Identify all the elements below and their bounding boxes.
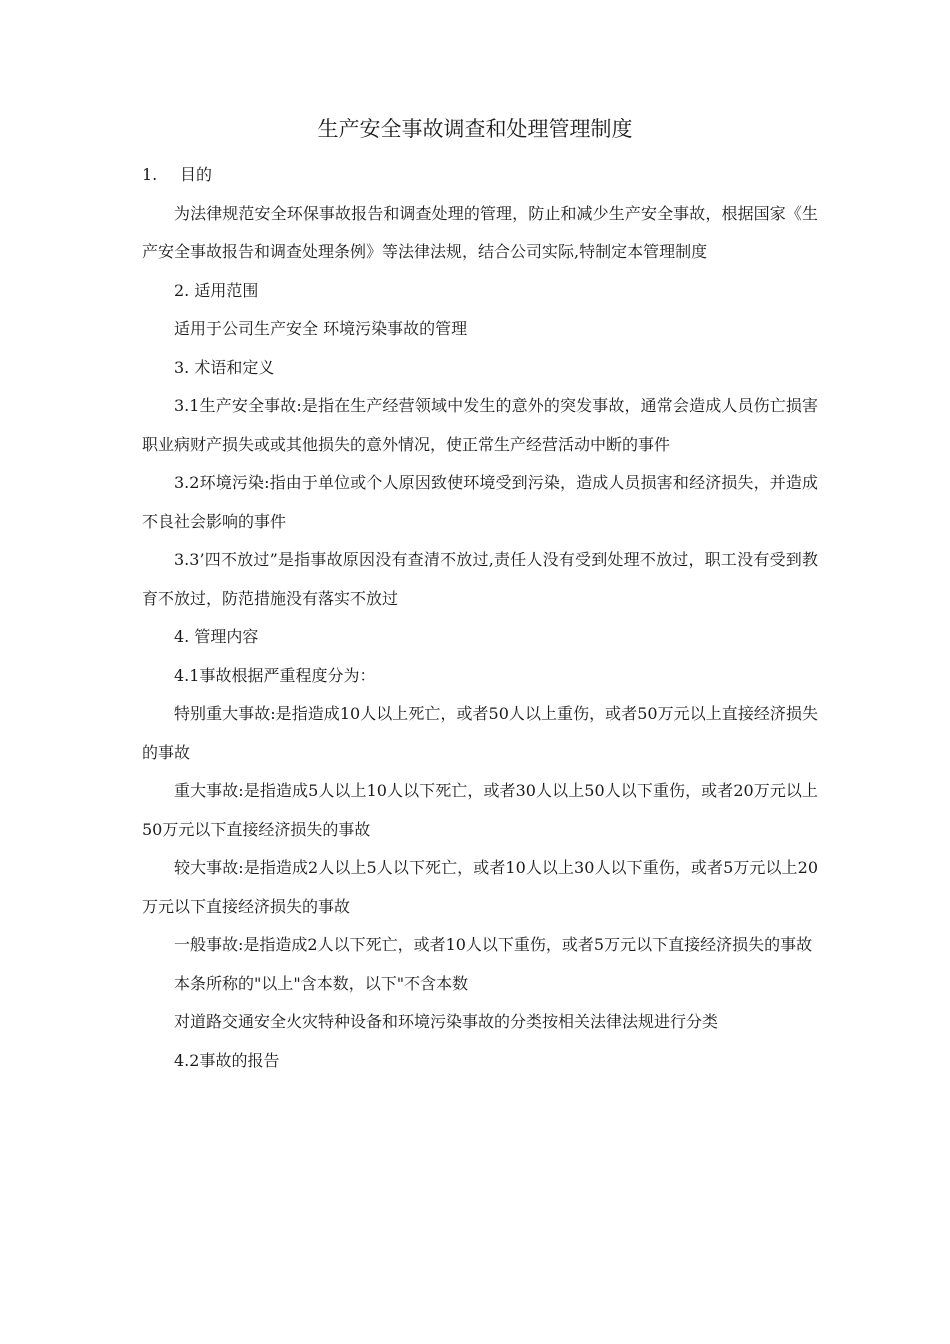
document-body (142, 156, 818, 1080)
paragraph-term-3-1: 3.1生产安全事故:是指在生产经营领域中发生的意外的突发事故，通常会造成人员伤亡损害职业病财产损失或或其他损失的意外情况，使正常生产经营活动中断的事件 (142, 396, 818, 454)
heading-management: 4. 管理内容 (174, 627, 259, 646)
heading-scope: 2. 适用范围 (174, 280, 259, 300)
heading-4-2: 4.2事故的报告 (174, 1050, 280, 1070)
paragraph-purpose: 为法律规范安全环保事故报告和调查处理的管理，防止和减少生产安全事故，根据国家《生产安全事故报告和调查处理条例》等法律法规，结合公司实际,特制定本管理制度 (142, 203, 818, 261)
paragraph-classification: 对道路交通安全火灾特种设备和环境污染事故的分类按相关法律法规进行分类 (174, 1012, 719, 1031)
section-number: 1. (142, 165, 158, 184)
paragraph-term-3-2: 3.2环境污染:指由于单位或个人原因致使环境受到污染，造成人员损害和经济损失，并造成不良社会影响的事件 (142, 473, 818, 531)
section-heading-purpose (142, 156, 818, 195)
heading-terms: 3. 术语和定义 (174, 357, 275, 377)
paragraph-term-3-3: 3.3’四不放过”是指事故原因没有查清不放过,责任人没有受到处理不放过，职工没有受到教育不放过，防范措施没有落实不放过 (142, 550, 818, 608)
paragraph-4-1: 4.1事故根据严重程度分为： (174, 665, 376, 685)
section-heading-text: 目的 (180, 165, 213, 184)
paragraph-major: 重大事故:是指造成5人以上10人以下死亡，或者30人以上50人以下重伤，或者20万元以上50万元以下直接经济损失的事故 (142, 781, 818, 839)
paragraph-general: 一般事故:是指造成2人以下死亡，或者10人以下重伤，或者5万元以下直接经济损失的事故 (174, 935, 813, 954)
paragraph-extremely-major: 特别重大事故:是指造成10人以上死亡，或者50人以上重伤，或者50万元以上直接经济损失的事故 (142, 704, 818, 762)
paragraph-larger: 较大事故:是指造成2人以上5人以下死亡，或者10人以上30人以下重伤，或者5万元以上20万元以下直接经济损失的事故 (142, 858, 818, 916)
paragraph-scope: 适用于公司生产安全 环境污染事故的管理 (174, 319, 468, 338)
paragraph-note: 本条所称的"以上"含本数，以下"不含本数 (174, 973, 469, 993)
document-title: 生产安全事故调查和处理管理制度 (317, 117, 633, 141)
